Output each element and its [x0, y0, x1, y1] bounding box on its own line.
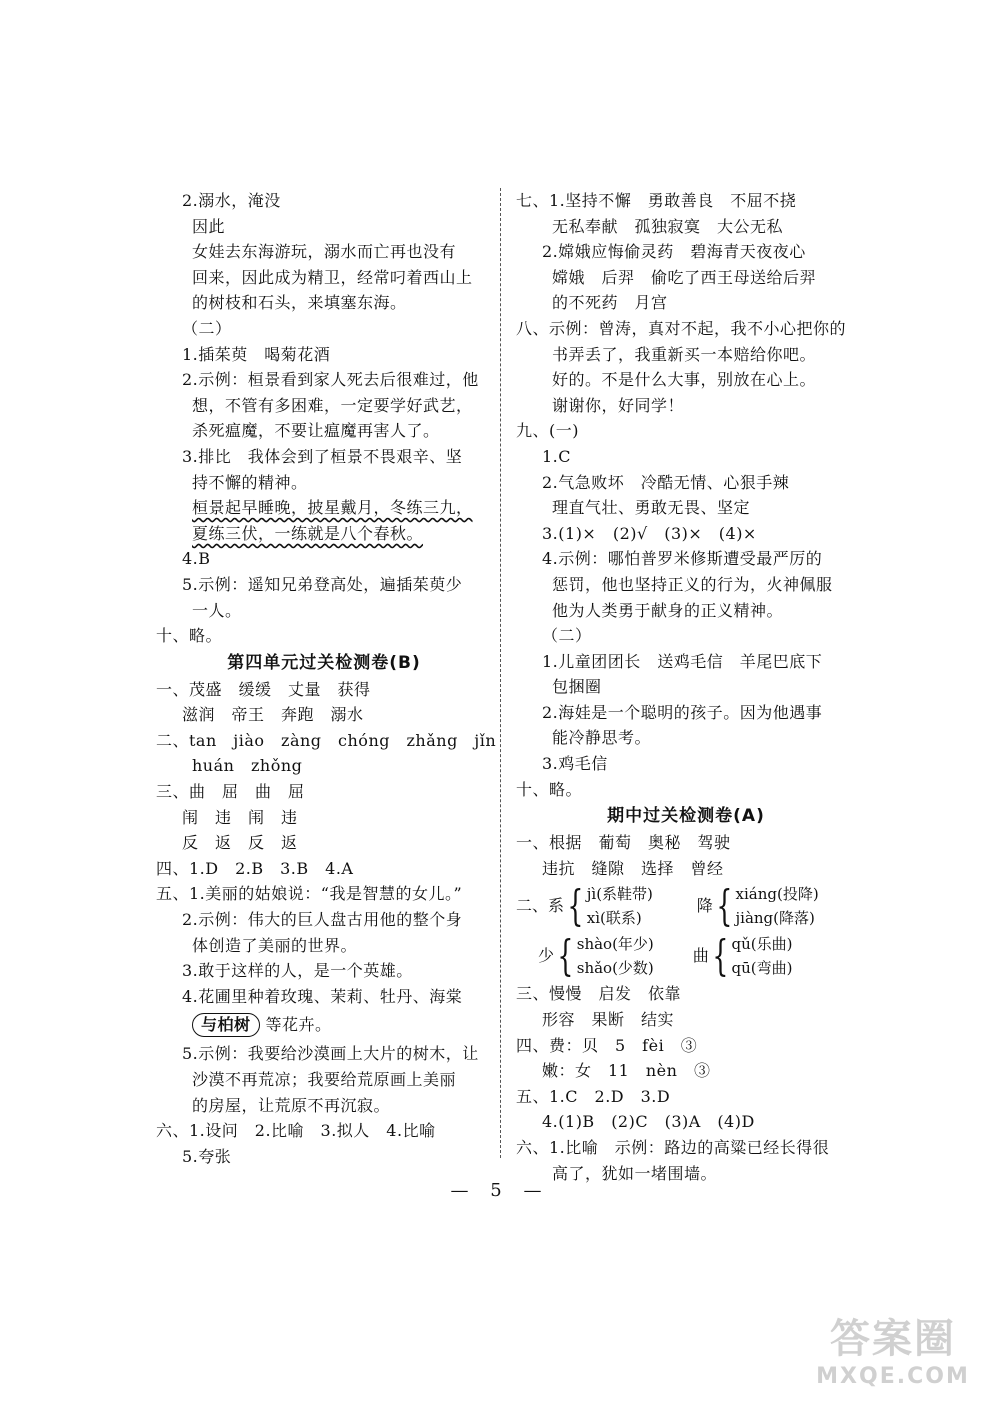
answer-line: 2.海娃是一个聪明的孩子。因为他遇事 [542, 702, 823, 722]
answer-line: 能冷静思考。 [552, 728, 652, 748]
wavy-underlined-text: 桓景起早睡晚，披星戴月，冬练三九， [192, 498, 473, 518]
answer-line: 5.示例：遥知兄弟登高处，遍插茱萸少 [182, 574, 463, 594]
reading: jì(系鞋带) [586, 885, 653, 904]
section-label: （二） [542, 626, 592, 646]
watermark-url: MXQE.COM [816, 1364, 970, 1389]
left-column [156, 188, 497, 1169]
polyphone-row [516, 881, 856, 931]
reading: jiàng(降落) [735, 909, 815, 928]
answer-line: 五、1.美丽的姑娘说：“我是智慧的女儿。” [156, 884, 463, 904]
answer-line: 2.示例：伟大的巨人盘古用他的整个身 [182, 910, 463, 930]
watermark-logo [808, 1307, 978, 1389]
answer-line: 2.示例：桓景看到家人死去后很难过，他 [182, 370, 479, 390]
answer-line: 1.儿童团团长 送鸡毛信 羊尾巴底下 [542, 651, 823, 671]
polyphone-char: 少 [538, 946, 555, 966]
answer-line: huán zhǒng [192, 756, 303, 776]
reading: xiáng(投降) [735, 885, 819, 904]
answer-line: 五、1.C 2.D 3.D [516, 1086, 671, 1106]
answer-line: 书弄丢了，我重新买一本赔给你吧。 [552, 344, 817, 364]
polyphone-char: 降 [696, 896, 713, 916]
answer-line: 3.敢于这样的人，是一个英雄。 [182, 961, 413, 981]
answer-line: 4.花圃里种着玫瑰、茉莉、牡丹、海棠 [182, 986, 463, 1006]
polyphone-readings [736, 882, 819, 930]
polyphone-row [516, 931, 856, 981]
column-divider [500, 188, 501, 1158]
watermark-text: 答案圈 [830, 1316, 956, 1362]
brace-icon: { [557, 931, 574, 981]
section-label: （二） [182, 318, 232, 338]
answer-line: 3.排比 我体会到了桓景不畏艰辛、坚 [182, 446, 463, 466]
answer-line: 嫦娥 后羿 偷吃了西王母送给后羿 [552, 267, 817, 287]
answer-line-wavy [156, 495, 492, 521]
polyphone-label: 二、系 [516, 896, 565, 916]
answer-line: 3.鸡毛信 [542, 754, 608, 774]
right-column [516, 188, 856, 1186]
answer-line: 闱 违 闱 违 [182, 807, 298, 827]
brace-icon: { [716, 881, 733, 931]
section-title: 第四单元过关检测卷(B) [227, 652, 421, 673]
answer-line: 理直气壮、勇敢无畏、坚定 [552, 498, 751, 518]
polyphone-char: 曲 [692, 946, 709, 966]
brace-icon: { [567, 881, 584, 931]
answer-line: 嫩：女 11 nèn ③ [542, 1061, 711, 1081]
answer-line [156, 1009, 492, 1041]
answer-line: 沙漠不再荒凉；我要给荒原画上美丽 [192, 1070, 457, 1089]
reading: qū(弯曲) [731, 959, 793, 978]
answer-line: 九、(一) [516, 421, 579, 441]
answer-line: 2.溺水，淹没 [182, 191, 281, 210]
answer-line: 他为人类勇于献身的正义精神。 [552, 600, 784, 620]
reading: shǎo(少数) [576, 959, 654, 978]
answer-line: 4.B [182, 549, 211, 569]
answer-line: 4.(1)B (2)C (3)A (4)D [542, 1112, 755, 1132]
answer-line: 好的。不是什么大事，别放在心上。 [552, 370, 817, 390]
answer-line: 想，不管有多困难，一定要学好武艺， [192, 395, 473, 415]
answer-line: 违抗 缝隙 选择 曾经 [542, 858, 724, 878]
answer-line: 滋润 帝王 奔跑 溺水 [182, 705, 364, 725]
answer-line: 七、1.坚持不懈 勇敢善良 不屈不挠 [516, 191, 797, 210]
answer-line: 1.插茱萸 喝菊花酒 [182, 344, 331, 364]
polyphone-readings [732, 932, 793, 980]
answer-text: 等花卉。 [265, 1015, 332, 1035]
brace-icon: { [712, 931, 729, 981]
answer-line: 因此 [192, 216, 226, 236]
answer-line: 2.气急败坏 冷酷无情、心狠手辣 [542, 472, 790, 492]
answer-line: 八、示例：曾涛，真对不起，我不小心把你的 [516, 318, 847, 338]
reading: shào(年少) [576, 935, 654, 954]
answer-line: 无私奉献 孤独寂寞 大公无私 [552, 216, 784, 236]
answer-line: 5.夸张 [182, 1146, 232, 1166]
answer-line: 3.(1)× (2)√ (3)× (4)× [542, 523, 757, 543]
answer-line: 谢谢你，好同学！ [552, 395, 685, 415]
answer-line: 二、tan jiào zàng chóng zhǎng jǐn [156, 730, 497, 750]
answer-line: 十、略。 [516, 779, 583, 799]
section-title: 期中过关检测卷(A) [607, 806, 765, 827]
answer-line: 4.示例：哪怕普罗米修斯遭受最严厉的 [542, 549, 823, 569]
answer-line: 反 返 反 返 [182, 833, 298, 853]
answer-line: 六、1.设问 2.比喻 3.拟人 4.比喻 [156, 1121, 436, 1141]
answer-line: 十、略。 [156, 626, 223, 646]
answer-line: 一、根据 葡萄 奥秘 驾驶 [516, 833, 731, 853]
answer-line: 一、茂盛 缓缓 丈量 获得 [156, 679, 371, 699]
answer-line-wavy [156, 521, 492, 547]
answer-line: 惩罚，他也坚持正义的行为，火神佩服 [552, 574, 833, 594]
answer-line: 三、慢慢 启发 依靠 [516, 984, 682, 1004]
answer-line: 2.嫦娥应悔偷灵药 碧海青天夜夜心 [542, 242, 806, 262]
answer-line: 形容 果断 结实 [542, 1010, 675, 1030]
answer-line: 三、曲 屈 曲 屈 [156, 782, 305, 802]
page-number: — 5 — [450, 1180, 550, 1201]
polyphone-readings [577, 932, 693, 980]
answer-line: 杀死瘟魔，不要让瘟魔再害人了。 [192, 421, 440, 441]
answer-line: 体创造了美丽的世界。 [192, 935, 358, 955]
answer-line: 四、1.D 2.B 3.B 4.A [156, 858, 354, 878]
answer-line: 的树枝和石头，来填塞东海。 [192, 293, 407, 313]
answer-line: 高了，犹如一堵围墙。 [552, 1163, 718, 1183]
answer-line: 持不懈的精神。 [192, 472, 308, 492]
answer-line: 5.示例：我要给沙漠画上大片的树木，让 [182, 1044, 479, 1064]
answer-line: 一人。 [192, 600, 242, 620]
circled-word: 与柏树 [192, 1013, 260, 1037]
answer-line: 六、1.比喻 示例：路边的高粱已经长得很 [516, 1138, 830, 1157]
wavy-underlined-text: 夏练三伏，一练就是八个春秋。 [192, 523, 424, 543]
answer-line: 女娃去东海游玩，溺水而亡再也没有 [192, 242, 457, 262]
answer-line: 1.C [542, 446, 572, 466]
reading: qǔ(乐曲) [731, 935, 793, 954]
reading: xì(联系) [586, 909, 642, 928]
polyphone-readings [587, 882, 697, 930]
answer-line: 的不死药 月宫 [552, 293, 668, 313]
answer-line: 包捆圈 [552, 677, 602, 697]
answer-line: 的房屋，让荒原不再沉寂。 [192, 1095, 391, 1115]
answer-line: 回来，因此成为精卫，经常叼着西山上 [192, 267, 473, 287]
answer-line: 四、费：贝 5 fèi ③ [516, 1035, 698, 1055]
